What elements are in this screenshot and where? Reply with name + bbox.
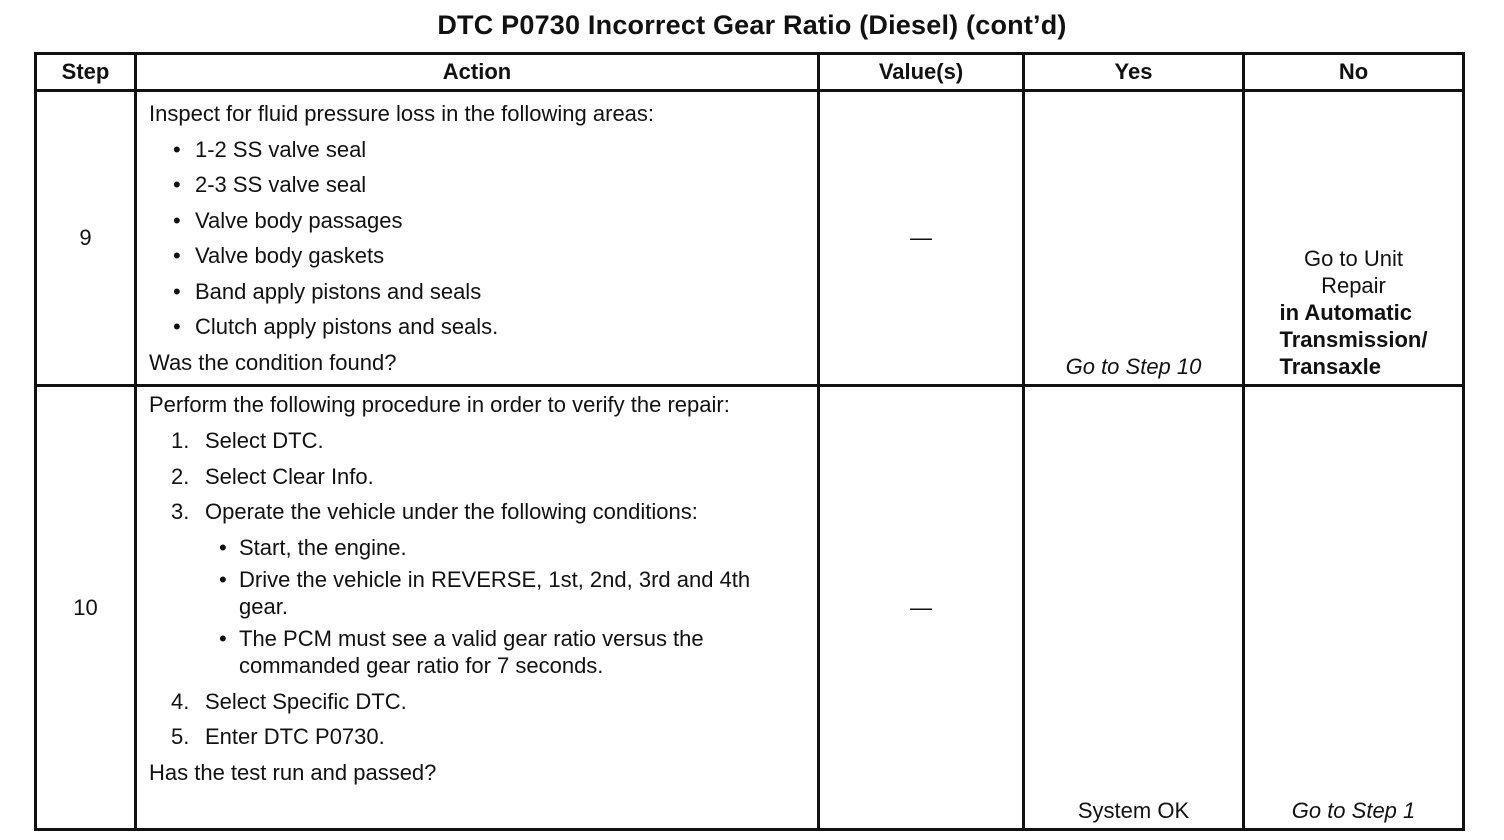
header-step: Step — [36, 54, 136, 91]
list-item-text: Valve body passages — [195, 207, 403, 233]
list-item-text: Enter DTC P0730. — [205, 724, 385, 749]
list-item-text: 2-3 SS valve seal — [195, 172, 367, 197]
list-item — [149, 274, 807, 310]
action-cell — [136, 386, 819, 830]
list-item — [149, 719, 807, 755]
list-number: 1. — [171, 428, 190, 453]
value-cell: — — [819, 91, 1024, 386]
list-item-text: Start, the engine. — [239, 534, 407, 560]
action-question: Was the condition found? — [149, 349, 397, 375]
no-link[interactable] — [1280, 245, 1428, 380]
bullet-icon: • — [173, 136, 181, 162]
no-text-line: Go to Unit — [1303, 246, 1404, 271]
yes-cell — [1024, 386, 1244, 830]
table-row-step-9 — [36, 91, 1464, 386]
bullet-icon: • — [173, 314, 181, 339]
yes-result[interactable]: System OK — [1077, 798, 1190, 823]
page-title: DTC P0730 Incorrect Gear Ratio (Diesel) (cont’d) — [437, 10, 1067, 40]
list-item — [149, 684, 807, 720]
no-link[interactable]: Go to Step 1 — [1291, 798, 1416, 823]
no-cell — [1244, 91, 1464, 386]
bullet-icon: • — [219, 534, 227, 560]
step-number: 10 — [36, 386, 136, 830]
bullet-icon: • — [173, 278, 181, 304]
no-text-bold: in Automatic — [1279, 300, 1412, 325]
step-number: 9 — [36, 91, 136, 386]
list-item-text: Band apply pistons and seals — [195, 278, 482, 304]
bullet-icon: • — [173, 243, 181, 268]
list-item — [149, 459, 807, 495]
table-header-row — [36, 54, 1464, 91]
list-item-text: Drive the vehicle in REVERSE, 1st, 2nd, 3rd and 4th gear. — [239, 566, 751, 619]
action-question: Has the test run and passed? — [149, 759, 437, 785]
list-number: 2. — [171, 463, 190, 489]
bullet-icon: • — [173, 207, 181, 233]
list-item — [149, 309, 807, 345]
yes-link[interactable]: Go to Step 10 — [1065, 354, 1202, 379]
list-number: 5. — [171, 724, 190, 749]
yes-cell — [1024, 91, 1244, 386]
action-intro: Inspect for fluid pressure loss in the following areas: — [149, 101, 655, 126]
table-row-step-10 — [36, 386, 1464, 830]
list-item — [149, 494, 807, 530]
list-item — [149, 238, 807, 274]
value-cell: — — [819, 386, 1024, 830]
list-number: 4. — [171, 688, 190, 714]
dtc-table — [34, 52, 1465, 831]
list-item — [149, 167, 807, 203]
no-text-bold: Transaxle — [1279, 354, 1382, 379]
header-values: Value(s) — [819, 54, 1024, 91]
header-yes: Yes — [1024, 54, 1244, 91]
list-item-text: 1-2 SS valve seal — [195, 136, 367, 162]
action-cell — [136, 91, 819, 386]
header-no: No — [1244, 54, 1464, 91]
list-item-text: Operate the vehicle under the following conditions: — [205, 499, 698, 524]
list-number: 3. — [171, 499, 190, 524]
list-item — [149, 132, 807, 168]
list-item — [149, 203, 807, 239]
action-intro: Perform the following procedure in order to verify the repair: — [149, 392, 730, 417]
no-text-line: Repair — [1321, 273, 1386, 298]
bullet-icon: • — [219, 625, 227, 651]
no-text-bold: Transmission/ — [1279, 327, 1428, 352]
list-item-text: Select DTC. — [205, 428, 324, 453]
list-item-text: The PCM must see a valid gear ratio versus the commanded gear ratio for 7 seconds. — [239, 625, 704, 678]
bullet-icon: • — [173, 172, 181, 197]
sub-list-item — [149, 625, 777, 679]
list-item-text: Select Specific DTC. — [205, 688, 407, 714]
header-action: Action — [136, 54, 819, 91]
sub-list-item — [149, 566, 777, 620]
list-item — [149, 423, 807, 459]
no-cell — [1244, 386, 1464, 830]
sub-list-item — [149, 534, 777, 561]
list-item-text: Select Clear Info. — [205, 463, 374, 489]
list-item-text: Clutch apply pistons and seals. — [195, 314, 499, 339]
list-item-text: Valve body gaskets — [195, 243, 385, 268]
bullet-icon: • — [219, 566, 227, 592]
